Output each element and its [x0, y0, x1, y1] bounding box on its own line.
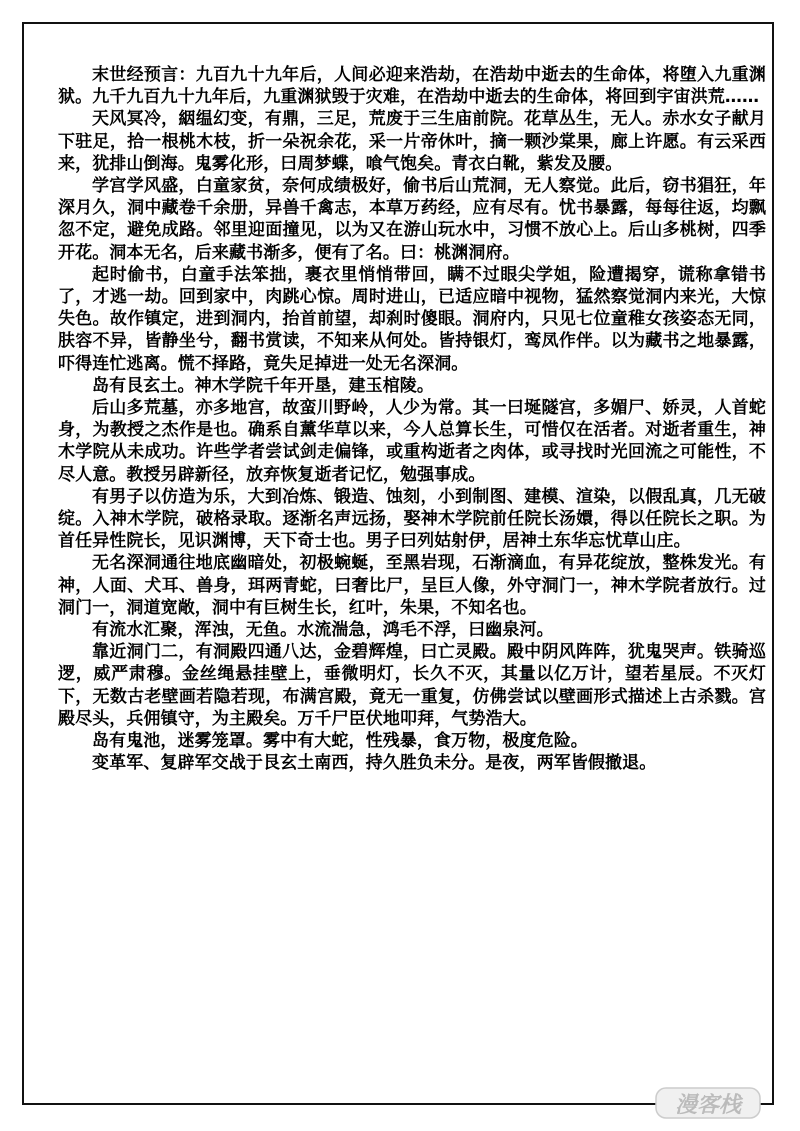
watermark-text: 漫客栈 — [674, 1093, 742, 1118]
paragraph-5: 岛有艮玄土。神木学院千年开垦，建玉棺陵。 — [92, 375, 434, 396]
paragraph-3: 学宫学风盛，白童家贫，奈何成绩极好，偷书后山荒洞，无人察觉。此后，窃书猖狂，年深月久，洞中藏卷千余册，异兽千禽志，本草万药经，应有尽有。忧书暴露，每每往返，均飘忽不定，避免成路。邻里迎面撞见，以为又在游山玩水中，习惯不放心上。后山多桃树，四季开花。洞本无名，后来藏书渐多，便有了名。曰：桃渊洞府。 — [58, 176, 766, 263]
watermark-logo — [650, 1079, 770, 1127]
paragraph-12: 变革军、复辟军交战于艮玄土南西，持久胜负未分。是夜，两军皆假撤退。 — [92, 753, 657, 774]
paragraph-8: 无名深洞通往地底幽暗处，初极蜿蜒，至黑岩现，石渐滴血，有异花绽放，整株发光。有神，人面、犬耳、兽身，珥两青蛇，曰奢比尸，呈巨人像，外守洞门一，神木学院者放行。过洞门一，洞道宽敞，洞中有巨树生长，红叶，朱果，不知名也。 — [58, 553, 766, 618]
paragraph-7: 有男子以仿造为乐，大到冶炼、锻造、蚀刻，小到制图、建模、渲染，以假乱真，几无破绽。入神木学院，破格录取。逐渐名声远扬，娶神木学院前任院长汤嬛，得以任院长之职。为首任异性院长，见识渊博，天下奇士也。男子曰列姑射伊，居神土东华忘忧草山庄。 — [58, 486, 766, 552]
paragraph-6: 后山多荒墓，亦多地宫，故蛮川野岭，人少为常。其一曰埏隧宫，多媚尸、娇灵，人首蛇身，为教授之杰作是也。确系自薰华草以来，今人总算长生，可惜仅在活者。对逝者重生，神木学院从未成功。许些学者尝试剑走偏锋，或重构逝者之肉体，或寻找时光回流之可能性，不尽人意。教授另辟新径，放弃恢复逝者记忆，勉强事成。 — [58, 398, 766, 485]
paragraph-1: 末世经预言：九百九十九年后，人间必迎来浩劫，在浩劫中逝去的生命体，将堕入九重渊狱。九千九百九十九年后，九重渊狱毁于灾难，在浩劫中逝去的生命体，将回到宇宙洪荒…… — [58, 65, 766, 108]
story-text — [58, 64, 766, 775]
paragraph-2: 天风冥冷，絪缊幻变，有鼎，三足，荒废于三生庙前院。花草丛生，无人。赤水女子献月下驻足，拾一根桃木枝，折一朵祝余花，采一片帝休叶，摘一颗沙棠果，廊上许愿。有云采西来，犹排山倒海。鬼雾化形，曰周梦蝶，喰气饱矣。青衣白靴，紫发及腰。 — [58, 109, 766, 174]
paragraph-10: 靠近洞门二，有洞殿四通八达，金碧辉煌，曰亡灵殿。殿中阴风阵阵，犹鬼哭声。铁骑巡逻，威严肃穆。金丝绳悬挂壁上，垂微明灯，长久不灭，其量以亿万计，望若星辰。不灭灯下，无数古老壁画若隐若现，布满宫殿，竟无一重复，仿佛尝试以壁画形式描述上古杀戮。宫殿尽头，兵佣镇守，为主殿矣。万千尸臣伏地叩拜，气势浩大。 — [58, 642, 766, 729]
paragraph-9: 有流水汇聚，浑浊，无鱼。水流湍急，鸿毛不浮，曰幽泉河。 — [92, 620, 554, 641]
paragraph-4: 起时偷书，白童手法笨拙，裹衣里悄悄带回，瞒不过眼尖学姐，险遭揭穿，谎称拿错书了，才逃一劫。回到家中，肉跳心惊。周时进山，已适应暗中视物，猛然察觉洞内来光，大惊失色。故作镇定，进到洞内，抬首前望，却刹时傻眼。洞府内，只见七位童稚女孩姿态无同，肤容不异，皆静坐兮，翻书赏读，不知来从何处。皆持银灯，鸾凤作伴。以为藏书之地暴露，吓得连忙逃离。慌不择路，竟失足掉进一处无名深洞。 — [58, 264, 766, 374]
paragraph-11: 岛有鬼池，迷雾笼罩。雾中有大蛇，性残暴，食万物，极度危险。 — [92, 731, 588, 752]
